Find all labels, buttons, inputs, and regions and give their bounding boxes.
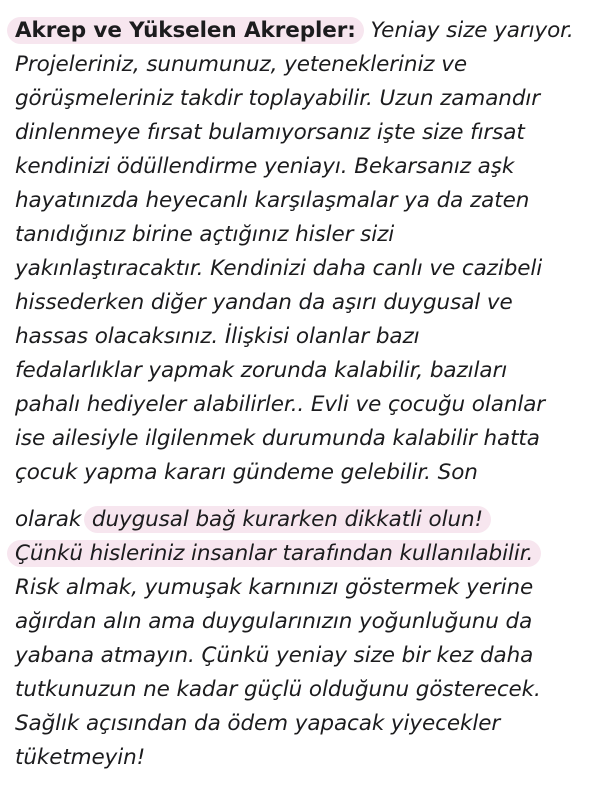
text-line-13: ise ailesiyle ilgilenmek durumunda kalabilir hatta: [15, 426, 540, 451]
text-line-5: kendinizi ödüllendirme yeniayı. Bekarsanız aşk: [15, 154, 515, 179]
highlighted-warning: duygusal bağ kurarken dikkatli olun!: [84, 506, 491, 533]
text-line-4: dinlenmeye fırsat bulamıyorsanız işte size fırsat: [15, 120, 525, 145]
text-line-19: yabana atmayın. Çünkü yeniay size bir kez daha: [15, 643, 534, 668]
text-line-9: hissederken diğer yandan da aşırı duygusal ve: [15, 290, 513, 315]
sign-heading: Akrep ve Yükselen Akrepler:: [7, 17, 364, 44]
text-line-17: Risk almak, yumuşak karnınızı göstermek yerine: [15, 575, 534, 600]
text-line-7: tanıdığınız birine açtığınız hisler sizi: [15, 222, 395, 247]
text-line-14: çocuk yapma kararı gündeme gelebilir. Son: [15, 460, 478, 485]
text-line-22: tüketmeyin!: [15, 745, 146, 770]
text-segment: olarak: [15, 507, 82, 532]
text-line-21: Sağlık açısından da ödem yapacak yiyecekler: [15, 711, 501, 736]
text-line-16: [15, 537, 541, 571]
text-line-12: pahalı hediyeler alabilirler.. Evli ve çocuğu olanlar: [15, 392, 546, 417]
text-line-11: fedalarlıklar yapmak zorunda kalabilir, bazıları: [15, 358, 508, 383]
text-line-1: [15, 14, 574, 48]
text-line-18: ağırdan alın ama duygularınızın yoğunluğunu da: [15, 609, 533, 634]
text-line-2: Projeleriniz, sunumunuz, yetenekleriniz ve: [15, 52, 467, 77]
text-segment: Yeniay size yarıyor.: [370, 18, 574, 43]
text-line-8: yakınlaştıracaktır. Kendinizi daha canlı ve cazibeli: [15, 256, 543, 281]
text-line-20: tutkunuzun ne kadar güçlü olduğunu gösterecek.: [15, 677, 541, 702]
highlighted-warning-continued: Çünkü hisleriniz insanlar tarafından kullanılabilir.: [7, 540, 541, 567]
text-line-10: hassas olacaksınız. İlişkisi olanlar bazı: [15, 324, 420, 349]
text-line-3: görüşmeleriniz takdir toplayabilir. Uzun zamandır: [15, 86, 540, 111]
text-line-6: hayatınızda heyecanlı karşılaşmalar ya da zaten: [15, 188, 530, 213]
text-line-15: [15, 503, 491, 537]
